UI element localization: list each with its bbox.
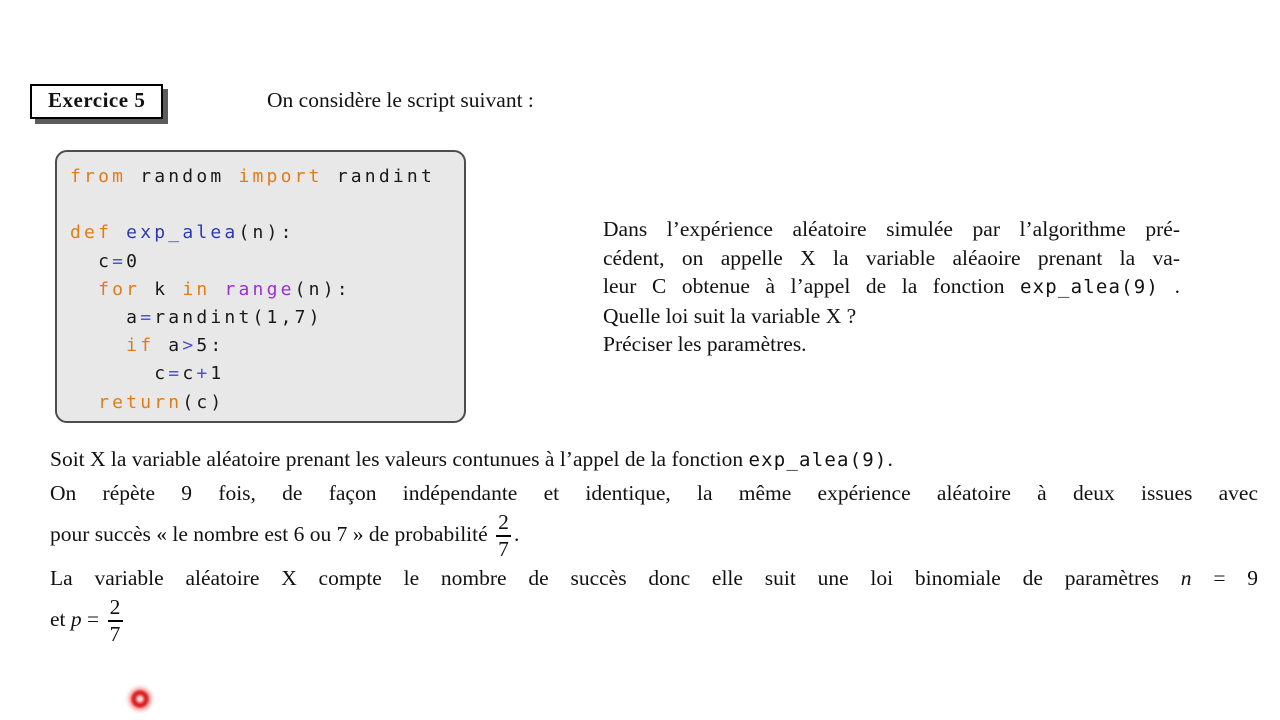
- code-line: for k in range(n):: [98, 278, 351, 300]
- intro-text: On considère le script suivant :: [267, 88, 534, 112]
- code-line: a=randint(1,7): [70, 307, 323, 329]
- text-line: Soit X la variable aléatoire prenant les valeurs contunues à l’appel de la fonction exp_alea(9).: [50, 447, 893, 471]
- text-line: et p = $\frac{2}{7}$: [50, 595, 1258, 647]
- exercise-number-box: [30, 84, 163, 119]
- code-line: c=c+1: [70, 363, 225, 385]
- laser-pointer-dot: [125, 684, 155, 714]
- solution-paragraph: [50, 443, 1258, 647]
- code-line: def exp_alea(n):: [70, 222, 295, 244]
- text-line: On répète 9 fois, de façon indépendante et identique, la même expérience aléatoire à deux issues avec: [50, 481, 1258, 505]
- text-line: cédent, on appelle X la variable aléaoire prenant la va-: [603, 245, 1180, 270]
- text-line: Préciser les paramètres.: [603, 332, 807, 357]
- fraction: $\frac{2}{7}$: [496, 510, 511, 562]
- exercise-number-label: Exercice 5: [48, 88, 146, 112]
- text-line: Dans l’expérience aléatoire simulée par l’algorithme pré-: [603, 217, 1180, 241]
- code-line: if a>5:: [126, 335, 225, 357]
- text-line: leur C obtenue à l’appel de la fonction exp_alea(9) .: [603, 274, 1180, 299]
- text-line: Quelle loi suit la variable X ?: [603, 303, 857, 328]
- code-lines: [70, 163, 464, 417]
- question-paragraph: [603, 215, 1180, 359]
- code-line: [70, 191, 464, 219]
- code-line: from random import randint: [70, 166, 435, 187]
- code-line: c=0: [70, 250, 141, 272]
- fraction: $\frac{2}{7}$: [108, 595, 123, 647]
- text-line: pour succès « le nombre est 6 ou 7 » de probabilité $\frac{2}{7}$ .: [50, 510, 520, 561]
- code-block: [55, 150, 466, 423]
- text-line: La variable aléatoire X compte le nombre de succès donc elle suit une loi binomiale de paramètres n = 9: [50, 566, 1258, 591]
- code-line: return(c): [98, 391, 225, 413]
